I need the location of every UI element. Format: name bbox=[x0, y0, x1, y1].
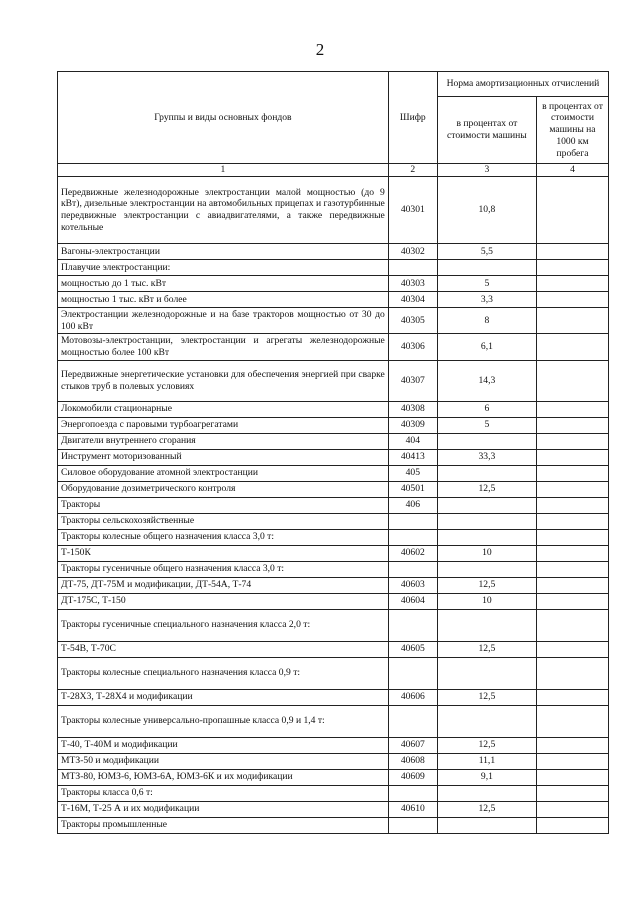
pct-cost-cell bbox=[437, 529, 536, 545]
code-cell: 40606 bbox=[388, 689, 437, 705]
table-body bbox=[58, 177, 609, 834]
code-cell: 40308 bbox=[388, 401, 437, 417]
pct-cost-cell bbox=[437, 817, 536, 833]
pct-cost-cell bbox=[437, 705, 536, 737]
code-cell: 40307 bbox=[388, 360, 437, 401]
table-row bbox=[58, 417, 609, 433]
pct-cost-cell bbox=[437, 513, 536, 529]
name-cell: Передвижные железнодорожные электростанции малой мощностью (до 9 кВт), дизельные электростанции на автомобильных прицепах и газотурбинные передвижные электростанции с авиадвигателями, а также передвижные котельные bbox=[58, 177, 389, 244]
pct-cost-cell: 9,1 bbox=[437, 769, 536, 785]
table-row bbox=[58, 244, 609, 260]
pct-cost-cell: 12,5 bbox=[437, 577, 536, 593]
page-number: 2 bbox=[315, 40, 325, 59]
pct-km-cell bbox=[536, 769, 608, 785]
pct-cost-cell bbox=[437, 785, 536, 801]
pct-cost-cell: 12,5 bbox=[437, 801, 536, 817]
pct-km-cell bbox=[536, 545, 608, 561]
pct-km-cell bbox=[536, 360, 608, 401]
pct-cost-cell: 6,1 bbox=[437, 334, 536, 360]
code-cell: 40602 bbox=[388, 545, 437, 561]
pct-km-cell bbox=[536, 577, 608, 593]
pct-km-cell bbox=[536, 433, 608, 449]
name-cell: Т-54В, Т-70С bbox=[58, 641, 389, 657]
header-norm: Норма амортизационных отчислений bbox=[437, 72, 608, 97]
name-cell: Тракторы колесные общего назначения класса 3,0 т: bbox=[58, 529, 389, 545]
pct-km-cell bbox=[536, 753, 608, 769]
pct-cost-cell bbox=[437, 433, 536, 449]
code-cell bbox=[388, 705, 437, 737]
code-cell: 40302 bbox=[388, 244, 437, 260]
pct-cost-cell: 33,3 bbox=[437, 449, 536, 465]
code-cell: 40605 bbox=[388, 641, 437, 657]
code-cell: 40501 bbox=[388, 481, 437, 497]
table-row bbox=[58, 593, 609, 609]
table-row bbox=[58, 753, 609, 769]
pct-cost-cell: 14,3 bbox=[437, 360, 536, 401]
pct-cost-cell: 12,5 bbox=[437, 641, 536, 657]
code-cell bbox=[388, 817, 437, 833]
name-cell: МТЗ-80, ЮМЗ-6, ЮМЗ-6А, ЮМЗ-6К и их модификации bbox=[58, 769, 389, 785]
pct-km-cell bbox=[536, 705, 608, 737]
code-cell bbox=[388, 609, 437, 641]
pct-cost-cell: 10 bbox=[437, 545, 536, 561]
pct-km-cell bbox=[536, 513, 608, 529]
name-cell: Локомобили стационарные bbox=[58, 401, 389, 417]
column-number: 3 bbox=[437, 164, 536, 177]
code-cell: 40604 bbox=[388, 593, 437, 609]
pct-km-cell bbox=[536, 417, 608, 433]
table-row bbox=[58, 481, 609, 497]
pct-cost-cell: 5 bbox=[437, 276, 536, 292]
name-cell: Энергопоезда с паровыми турбоагрегатами bbox=[58, 417, 389, 433]
pct-cost-cell: 5 bbox=[437, 417, 536, 433]
code-cell bbox=[388, 657, 437, 689]
code-cell: 40608 bbox=[388, 753, 437, 769]
table-row bbox=[58, 657, 609, 689]
code-cell: 40303 bbox=[388, 276, 437, 292]
name-cell: Оборудование дозиметрического контроля bbox=[58, 481, 389, 497]
table-row bbox=[58, 401, 609, 417]
name-cell: Т-150К bbox=[58, 545, 389, 561]
pct-km-cell bbox=[536, 801, 608, 817]
pct-km-cell bbox=[536, 276, 608, 292]
table-row bbox=[58, 177, 609, 244]
code-cell bbox=[388, 529, 437, 545]
pct-km-cell bbox=[536, 244, 608, 260]
table-row bbox=[58, 529, 609, 545]
pct-cost-cell bbox=[437, 657, 536, 689]
pct-cost-cell: 12,5 bbox=[437, 481, 536, 497]
name-cell: Тракторы колесные универсально-пропашные класса 0,9 и 1,4 т: bbox=[58, 705, 389, 737]
pct-cost-cell: 12,5 bbox=[437, 737, 536, 753]
pct-cost-cell: 11,1 bbox=[437, 753, 536, 769]
column-number: 4 bbox=[536, 164, 608, 177]
column-number: 1 bbox=[58, 164, 389, 177]
code-cell: 40610 bbox=[388, 801, 437, 817]
code-cell: 406 bbox=[388, 497, 437, 513]
pct-km-cell bbox=[536, 817, 608, 833]
pct-cost-cell bbox=[437, 260, 536, 276]
table-header bbox=[58, 72, 609, 177]
name-cell: Тракторы класса 0,6 т: bbox=[58, 785, 389, 801]
table-row bbox=[58, 497, 609, 513]
name-cell: Вагоны-электростанции bbox=[58, 244, 389, 260]
code-cell: 40609 bbox=[388, 769, 437, 785]
pct-cost-cell: 3,3 bbox=[437, 292, 536, 308]
pct-cost-cell bbox=[437, 561, 536, 577]
table-row bbox=[58, 292, 609, 308]
pct-km-cell bbox=[536, 609, 608, 641]
pct-km-cell bbox=[536, 481, 608, 497]
pct-km-cell bbox=[536, 292, 608, 308]
table-row bbox=[58, 465, 609, 481]
header-pct-cost: в процентах от стоимости машины bbox=[437, 97, 536, 164]
code-cell: 404 bbox=[388, 433, 437, 449]
code-cell: 40309 bbox=[388, 417, 437, 433]
name-cell: Мотовозы-электростанции, электростанции и агрегаты железнодорожные мощностью более 100 кВт bbox=[58, 334, 389, 360]
pct-cost-cell bbox=[437, 609, 536, 641]
pct-cost-cell: 8 bbox=[437, 308, 536, 334]
pct-km-cell bbox=[536, 334, 608, 360]
pct-km-cell bbox=[536, 657, 608, 689]
name-cell: Силовое оборудование атомной электростанции bbox=[58, 465, 389, 481]
table-row bbox=[58, 577, 609, 593]
code-cell: 40306 bbox=[388, 334, 437, 360]
table-row bbox=[58, 561, 609, 577]
table-row bbox=[58, 260, 609, 276]
pct-cost-cell bbox=[437, 497, 536, 513]
code-cell bbox=[388, 513, 437, 529]
table-row bbox=[58, 817, 609, 833]
name-cell: Передвижные энергетические установки для обеспечения энергией при сварке стыков труб в полевых условиях bbox=[58, 360, 389, 401]
pct-km-cell bbox=[536, 465, 608, 481]
name-cell: ДТ-75, ДТ-75М и модификации, ДТ-54А, Т-74 bbox=[58, 577, 389, 593]
pct-km-cell bbox=[536, 737, 608, 753]
pct-km-cell bbox=[536, 260, 608, 276]
name-cell: Тракторы bbox=[58, 497, 389, 513]
name-cell: Инструмент моторизованный bbox=[58, 449, 389, 465]
depreciation-norms-table bbox=[57, 71, 609, 834]
name-cell: Тракторы гусеничные общего назначения класса 3,0 т: bbox=[58, 561, 389, 577]
name-cell: Плавучие электростанции: bbox=[58, 260, 389, 276]
code-cell bbox=[388, 260, 437, 276]
code-cell bbox=[388, 561, 437, 577]
name-cell: Электростанции железнодорожные и на базе тракторов мощностью от 30 до 100 кВт bbox=[58, 308, 389, 334]
table-row bbox=[58, 609, 609, 641]
pct-km-cell bbox=[536, 561, 608, 577]
name-cell: Тракторы сельскохозяйственные bbox=[58, 513, 389, 529]
table-row bbox=[58, 689, 609, 705]
name-cell: Т-28Х3, Т-28Х4 и модификации bbox=[58, 689, 389, 705]
pct-km-cell bbox=[536, 308, 608, 334]
code-cell: 40305 bbox=[388, 308, 437, 334]
table-row bbox=[58, 360, 609, 401]
code-cell bbox=[388, 785, 437, 801]
table-row bbox=[58, 513, 609, 529]
table-row bbox=[58, 801, 609, 817]
table-row bbox=[58, 276, 609, 292]
table-row bbox=[58, 449, 609, 465]
pct-km-cell bbox=[536, 689, 608, 705]
table-row bbox=[58, 737, 609, 753]
pct-cost-cell bbox=[437, 465, 536, 481]
pct-cost-cell: 12,5 bbox=[437, 689, 536, 705]
name-cell: Тракторы промышленные bbox=[58, 817, 389, 833]
name-cell: Т-40, Т-40М и модификации bbox=[58, 737, 389, 753]
name-cell: Т-16М, Т-25 А и их модификации bbox=[58, 801, 389, 817]
code-cell: 405 bbox=[388, 465, 437, 481]
header-name: Группы и виды основных фондов bbox=[58, 72, 389, 164]
code-cell: 40304 bbox=[388, 292, 437, 308]
table-row bbox=[58, 433, 609, 449]
table-row bbox=[58, 545, 609, 561]
pct-km-cell bbox=[536, 529, 608, 545]
pct-cost-cell: 5,5 bbox=[437, 244, 536, 260]
table-row bbox=[58, 334, 609, 360]
table-row bbox=[58, 785, 609, 801]
header-code: Шифр bbox=[388, 72, 437, 164]
pct-cost-cell: 10,8 bbox=[437, 177, 536, 244]
pct-km-cell bbox=[536, 641, 608, 657]
name-cell: МТЗ-50 и модификации bbox=[58, 753, 389, 769]
name-cell: Тракторы гусеничные специального назначения класса 2,0 т: bbox=[58, 609, 389, 641]
pct-km-cell bbox=[536, 177, 608, 244]
pct-cost-cell: 10 bbox=[437, 593, 536, 609]
pct-km-cell bbox=[536, 593, 608, 609]
pct-km-cell bbox=[536, 785, 608, 801]
pct-km-cell bbox=[536, 401, 608, 417]
name-cell: Тракторы колесные специального назначения класса 0,9 т: bbox=[58, 657, 389, 689]
code-cell: 40607 bbox=[388, 737, 437, 753]
name-cell: мощностью до 1 тыс. кВт bbox=[58, 276, 389, 292]
table-row bbox=[58, 308, 609, 334]
name-cell: мощностью 1 тыс. кВт и более bbox=[58, 292, 389, 308]
table-row bbox=[58, 641, 609, 657]
name-cell: Двигатели внутреннего сгорания bbox=[58, 433, 389, 449]
table-row bbox=[58, 705, 609, 737]
pct-km-cell bbox=[536, 497, 608, 513]
code-cell: 40603 bbox=[388, 577, 437, 593]
header-pct-km: в процентах от стоимости машины на 1000 км пробега bbox=[536, 97, 608, 164]
code-cell: 40301 bbox=[388, 177, 437, 244]
name-cell: ДТ-175С, Т-150 bbox=[58, 593, 389, 609]
table-row bbox=[58, 769, 609, 785]
column-number: 2 bbox=[388, 164, 437, 177]
code-cell: 40413 bbox=[388, 449, 437, 465]
pct-cost-cell: 6 bbox=[437, 401, 536, 417]
pct-km-cell bbox=[536, 449, 608, 465]
